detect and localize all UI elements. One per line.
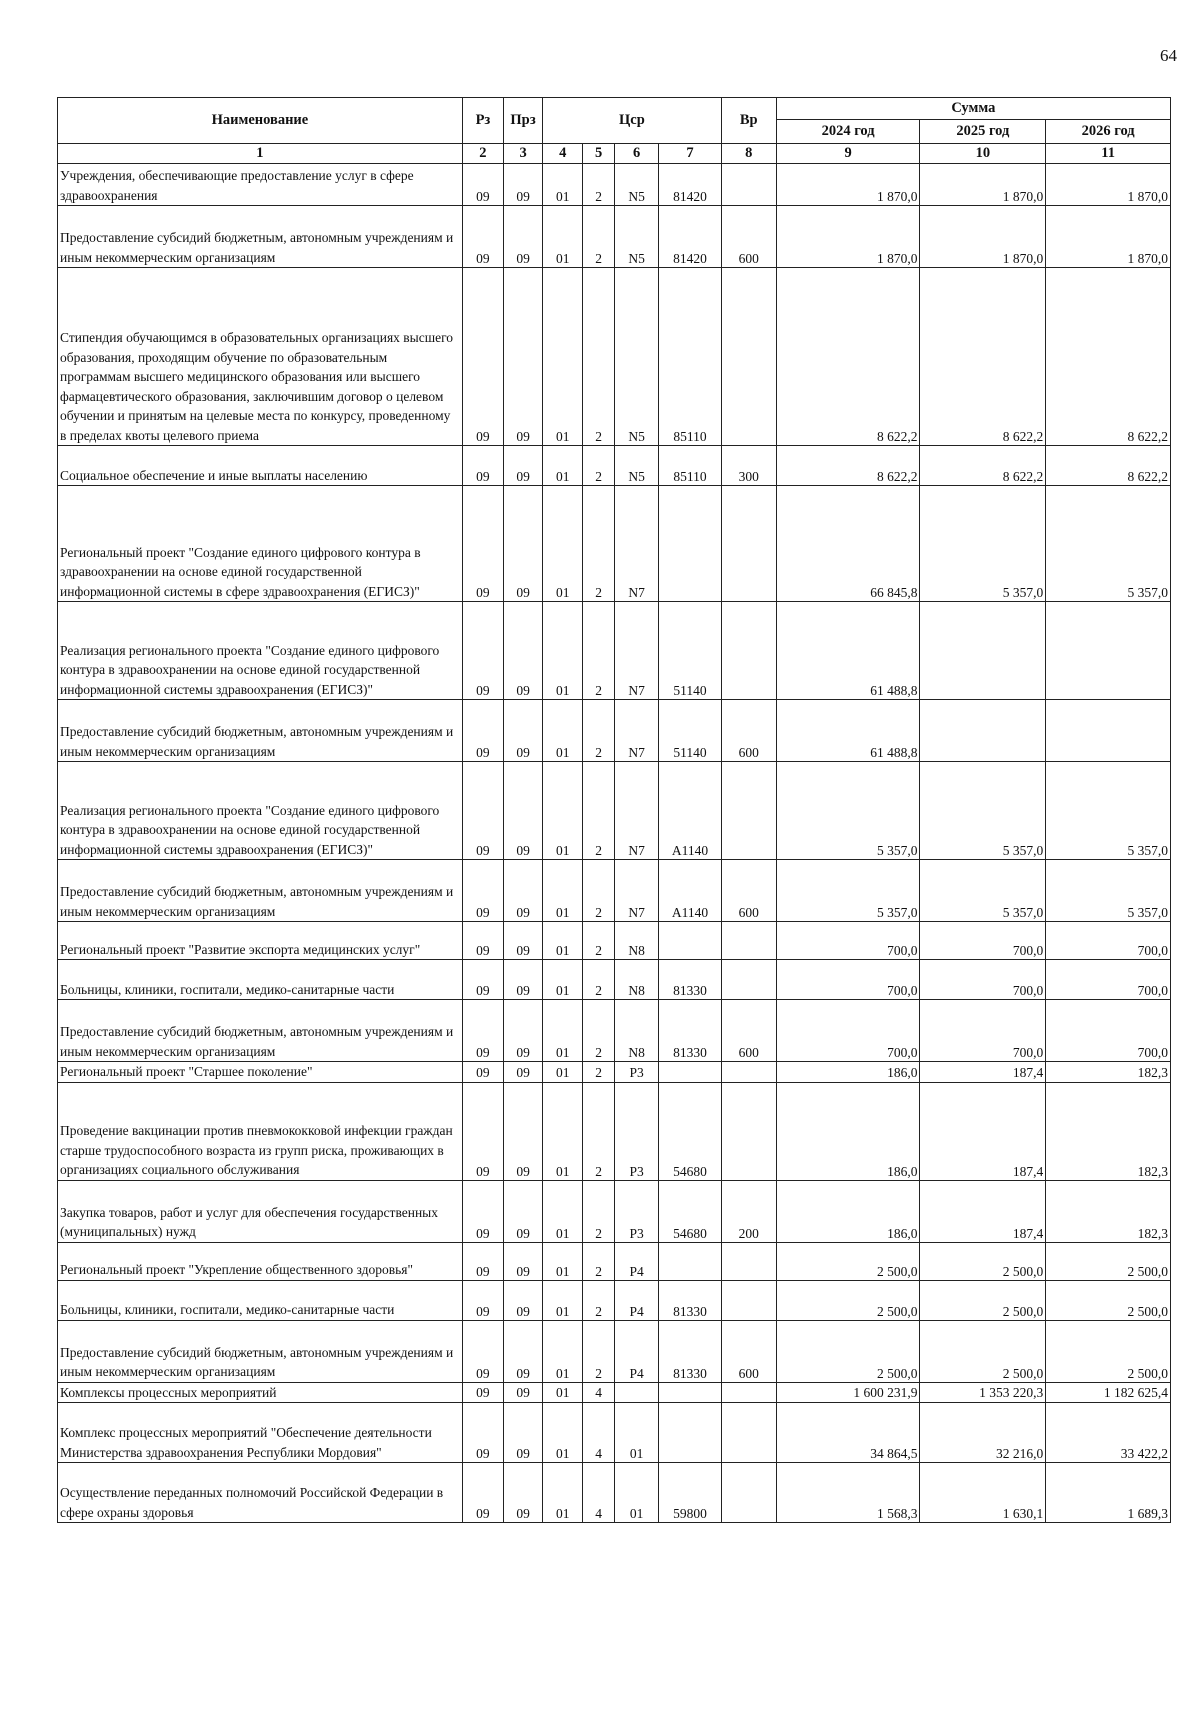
table-row (58, 1463, 1171, 1523)
row-prz: 09 (504, 960, 543, 1000)
table-row (58, 922, 1171, 960)
row-prz: 09 (504, 1403, 543, 1463)
row-csr-direction: 51140 (659, 700, 721, 762)
row-csr-project: P3 (614, 1062, 658, 1083)
row-csr-program: 01 (543, 700, 583, 762)
row-prz: 09 (504, 1000, 543, 1062)
row-rz: 09 (462, 922, 503, 960)
row-sum-2025: 700,0 (920, 960, 1046, 1000)
row-sum-2026: 1 870,0 (1046, 164, 1171, 206)
row-sum-2025: 700,0 (920, 1000, 1046, 1062)
header-csr: Цср (543, 98, 722, 144)
row-sum-2026: 182,3 (1046, 1062, 1171, 1083)
row-csr-program: 01 (543, 1082, 583, 1180)
row-csr-direction: 81330 (659, 1000, 721, 1062)
table-row (58, 1280, 1171, 1320)
col-number: 7 (659, 144, 721, 164)
table-row (58, 1403, 1171, 1463)
row-name: Больницы, клиники, госпитали, медико-санитарные части (58, 960, 463, 1000)
row-prz: 09 (504, 1280, 543, 1320)
row-prz: 09 (504, 700, 543, 762)
row-vr (721, 602, 776, 700)
row-sum-2025: 2 500,0 (920, 1320, 1046, 1382)
col-number: 4 (543, 144, 583, 164)
row-sum-2024: 700,0 (776, 960, 920, 1000)
row-sum-2024: 8 622,2 (776, 268, 920, 446)
row-csr-program: 01 (543, 1180, 583, 1242)
row-rz: 09 (462, 1280, 503, 1320)
row-csr-type: 2 (583, 960, 615, 1000)
row-csr-direction: 81420 (659, 164, 721, 206)
row-csr-program: 01 (543, 206, 583, 268)
table-row (58, 1382, 1171, 1403)
row-sum-2025: 2 500,0 (920, 1242, 1046, 1280)
col-number: 9 (776, 144, 920, 164)
row-prz: 09 (504, 268, 543, 446)
row-csr-program: 01 (543, 486, 583, 602)
row-sum-2026: 5 357,0 (1046, 486, 1171, 602)
row-csr-type: 2 (583, 486, 615, 602)
row-csr-project: N8 (614, 1000, 658, 1062)
row-csr-project: 01 (614, 1463, 658, 1523)
col-number: 1 (58, 144, 463, 164)
row-csr-direction: 81420 (659, 206, 721, 268)
row-csr-program: 01 (543, 1000, 583, 1062)
row-sum-2024: 1 870,0 (776, 206, 920, 268)
row-sum-2026 (1046, 602, 1171, 700)
row-csr-type: 2 (583, 1082, 615, 1180)
row-vr (721, 922, 776, 960)
row-csr-program: 01 (543, 1403, 583, 1463)
row-csr-direction (659, 486, 721, 602)
table-row (58, 268, 1171, 446)
row-sum-2024: 5 357,0 (776, 762, 920, 860)
row-sum-2025: 32 216,0 (920, 1403, 1046, 1463)
row-name: Проведение вакцинации против пневмококковой инфекции граждан старше трудоспособного возраста из групп риска, проживающих в организациях социального обслуживания (58, 1082, 463, 1180)
row-name: Учреждения, обеспечивающие предоставление услуг в сфере здравоохранения (58, 164, 463, 206)
row-name: Социальное обеспечение и иные выплаты населению (58, 446, 463, 486)
row-sum-2024: 1 600 231,9 (776, 1382, 920, 1403)
row-prz: 09 (504, 1463, 543, 1523)
row-csr-type: 2 (583, 700, 615, 762)
row-sum-2026: 700,0 (1046, 922, 1171, 960)
row-rz: 09 (462, 1082, 503, 1180)
col-number: 5 (583, 144, 615, 164)
row-csr-program: 01 (543, 762, 583, 860)
row-name: Комплекс процессных мероприятий "Обеспечение деятельности Министерства здравоохранения Республики Мордовия" (58, 1403, 463, 1463)
row-rz: 09 (462, 486, 503, 602)
row-sum-2024: 8 622,2 (776, 446, 920, 486)
row-csr-type: 2 (583, 762, 615, 860)
row-csr-program: 01 (543, 1382, 583, 1403)
row-rz: 09 (462, 860, 503, 922)
row-name: Предоставление субсидий бюджетным, автономным учреждениям и иным некоммерческим организациям (58, 1000, 463, 1062)
row-vr (721, 1382, 776, 1403)
row-name: Комплексы процессных мероприятий (58, 1382, 463, 1403)
row-csr-project: N7 (614, 762, 658, 860)
row-csr-direction: 54680 (659, 1082, 721, 1180)
row-sum-2026: 182,3 (1046, 1180, 1171, 1242)
row-sum-2026: 1 689,3 (1046, 1463, 1171, 1523)
table-row (58, 164, 1171, 206)
row-sum-2024: 700,0 (776, 1000, 920, 1062)
col-number: 3 (504, 144, 543, 164)
row-prz: 09 (504, 164, 543, 206)
col-number: 2 (462, 144, 503, 164)
row-csr-direction (659, 1403, 721, 1463)
table-row (58, 860, 1171, 922)
row-sum-2024: 61 488,8 (776, 602, 920, 700)
row-name: Предоставление субсидий бюджетным, автономным учреждениям и иным некоммерческим организациям (58, 860, 463, 922)
row-csr-program: 01 (543, 1320, 583, 1382)
row-csr-type: 2 (583, 446, 615, 486)
header-prz: Прз (504, 98, 543, 144)
row-csr-project: P3 (614, 1180, 658, 1242)
row-csr-type: 2 (583, 164, 615, 206)
row-csr-project: N7 (614, 700, 658, 762)
row-rz: 09 (462, 1382, 503, 1403)
row-vr (721, 1062, 776, 1083)
row-prz: 09 (504, 446, 543, 486)
row-rz: 09 (462, 1180, 503, 1242)
row-prz: 09 (504, 206, 543, 268)
row-sum-2026: 8 622,2 (1046, 268, 1171, 446)
row-csr-program: 01 (543, 960, 583, 1000)
row-rz: 09 (462, 164, 503, 206)
row-csr-type: 2 (583, 1242, 615, 1280)
row-csr-program: 01 (543, 164, 583, 206)
row-name: Предоставление субсидий бюджетным, автономным учреждениям и иным некоммерческим организациям (58, 206, 463, 268)
row-sum-2024: 66 845,8 (776, 486, 920, 602)
row-prz: 09 (504, 1382, 543, 1403)
row-sum-2026: 700,0 (1046, 960, 1171, 1000)
row-csr-type: 2 (583, 860, 615, 922)
header-vr: Вр (721, 98, 776, 144)
row-sum-2024: 1 568,3 (776, 1463, 920, 1523)
row-csr-direction: 81330 (659, 1320, 721, 1382)
row-csr-project: N5 (614, 164, 658, 206)
row-name: Реализация регионального проекта "Создание единого цифрового контура в здравоохранении на основе единой государственной информационной системы здравоохранения (ЕГИСЗ)" (58, 762, 463, 860)
row-sum-2025: 1 630,1 (920, 1463, 1046, 1523)
row-sum-2025: 5 357,0 (920, 762, 1046, 860)
row-sum-2025: 1 870,0 (920, 164, 1046, 206)
row-vr (721, 1280, 776, 1320)
table-row (58, 1000, 1171, 1062)
row-vr: 600 (721, 1320, 776, 1382)
row-name: Осуществление переданных полномочий Российской Федерации в сфере охраны здоровья (58, 1463, 463, 1523)
column-numbers-row (58, 144, 1171, 164)
row-sum-2025: 8 622,2 (920, 446, 1046, 486)
row-name: Предоставление субсидий бюджетным, автономным учреждениям и иным некоммерческим организациям (58, 1320, 463, 1382)
row-vr: 600 (721, 700, 776, 762)
row-name: Региональный проект "Старшее поколение" (58, 1062, 463, 1083)
row-csr-direction: 85110 (659, 268, 721, 446)
row-csr-project: N7 (614, 602, 658, 700)
row-prz: 09 (504, 1180, 543, 1242)
header-name: Наименование (58, 98, 463, 144)
row-rz: 09 (462, 1463, 503, 1523)
row-prz: 09 (504, 486, 543, 602)
row-sum-2025 (920, 602, 1046, 700)
row-csr-type: 2 (583, 602, 615, 700)
row-prz: 09 (504, 1242, 543, 1280)
table-row (58, 1242, 1171, 1280)
row-csr-direction: 85110 (659, 446, 721, 486)
row-sum-2024: 186,0 (776, 1082, 920, 1180)
row-name: Региональный проект "Создание единого цифрового контура в здравоохранении на основе единой государственной информационной системы в сфере здравоохранения (ЕГИСЗ)" (58, 486, 463, 602)
row-csr-direction (659, 922, 721, 960)
row-vr (721, 1082, 776, 1180)
row-csr-project: N5 (614, 268, 658, 446)
row-sum-2025: 700,0 (920, 922, 1046, 960)
table-row (58, 206, 1171, 268)
row-sum-2026: 8 622,2 (1046, 446, 1171, 486)
budget-table (57, 97, 1171, 1523)
row-csr-type: 2 (583, 1062, 615, 1083)
row-vr: 200 (721, 1180, 776, 1242)
col-number: 8 (721, 144, 776, 164)
row-vr: 600 (721, 860, 776, 922)
row-vr (721, 1242, 776, 1280)
row-rz: 09 (462, 960, 503, 1000)
row-rz: 09 (462, 268, 503, 446)
row-rz: 09 (462, 762, 503, 860)
row-sum-2025 (920, 700, 1046, 762)
row-vr (721, 486, 776, 602)
table-row (58, 700, 1171, 762)
table-row (58, 446, 1171, 486)
col-number: 6 (614, 144, 658, 164)
table-row (58, 960, 1171, 1000)
row-sum-2026: 2 500,0 (1046, 1242, 1171, 1280)
row-vr (721, 1463, 776, 1523)
row-name: Реализация регионального проекта "Создание единого цифрового контура в здравоохранении на основе единой государственной информационной системы здравоохранения (ЕГИСЗ)" (58, 602, 463, 700)
header-rz: Рз (462, 98, 503, 144)
table-row (58, 762, 1171, 860)
row-sum-2026: 700,0 (1046, 1000, 1171, 1062)
page-number: 64 (1160, 46, 1177, 65)
row-sum-2025: 8 622,2 (920, 268, 1046, 446)
header-sum: Сумма (776, 98, 1170, 120)
row-csr-program: 01 (543, 1242, 583, 1280)
row-sum-2024: 2 500,0 (776, 1320, 920, 1382)
row-sum-2024: 186,0 (776, 1062, 920, 1083)
row-sum-2026 (1046, 700, 1171, 762)
row-rz: 09 (462, 602, 503, 700)
row-sum-2026: 182,3 (1046, 1082, 1171, 1180)
row-rz: 09 (462, 1320, 503, 1382)
row-csr-direction: 59800 (659, 1463, 721, 1523)
col-number: 10 (920, 144, 1046, 164)
row-name: Стипендия обучающимся в образовательных организациях высшего образования, проходящим обучение по образовательным программам высшего медицинского образования или высшего фармацевтического образования, заключившим договор о целевом обучении и принятым на целевые места по конкурсу, проведенному в пределах квоты целевого приема (58, 268, 463, 446)
row-csr-program: 01 (543, 860, 583, 922)
row-sum-2025: 5 357,0 (920, 860, 1046, 922)
row-csr-project: P4 (614, 1242, 658, 1280)
table-row (58, 1062, 1171, 1083)
row-vr (721, 164, 776, 206)
row-csr-type: 2 (583, 268, 615, 446)
row-prz: 09 (504, 762, 543, 860)
row-csr-type: 2 (583, 922, 615, 960)
row-csr-type: 4 (583, 1463, 615, 1523)
row-sum-2026: 33 422,2 (1046, 1403, 1171, 1463)
table-row (58, 1082, 1171, 1180)
row-csr-direction: А1140 (659, 762, 721, 860)
row-csr-project (614, 1382, 658, 1403)
table-row (58, 486, 1171, 602)
row-sum-2026: 5 357,0 (1046, 860, 1171, 922)
table-row (58, 1180, 1171, 1242)
row-rz: 09 (462, 206, 503, 268)
row-rz: 09 (462, 446, 503, 486)
row-csr-type: 2 (583, 1280, 615, 1320)
row-csr-program: 01 (543, 1280, 583, 1320)
row-csr-program: 01 (543, 602, 583, 700)
row-sum-2025: 1 870,0 (920, 206, 1046, 268)
row-prz: 09 (504, 922, 543, 960)
header-2024: 2024 год (776, 120, 920, 144)
table-row (58, 1320, 1171, 1382)
row-rz: 09 (462, 1242, 503, 1280)
row-csr-project: P4 (614, 1280, 658, 1320)
row-name: Региональный проект "Укрепление общественного здоровья" (58, 1242, 463, 1280)
row-vr (721, 1403, 776, 1463)
row-csr-project: N5 (614, 446, 658, 486)
row-prz: 09 (504, 1062, 543, 1083)
row-csr-direction: 51140 (659, 602, 721, 700)
row-sum-2025: 187,4 (920, 1180, 1046, 1242)
row-csr-program: 01 (543, 1062, 583, 1083)
row-csr-direction (659, 1382, 721, 1403)
row-csr-type: 2 (583, 1180, 615, 1242)
row-csr-direction: А1140 (659, 860, 721, 922)
row-sum-2024: 2 500,0 (776, 1280, 920, 1320)
row-name: Закупка товаров, работ и услуг для обеспечения государственных (муниципальных) нужд (58, 1180, 463, 1242)
row-csr-program: 01 (543, 922, 583, 960)
row-sum-2024: 61 488,8 (776, 700, 920, 762)
row-vr (721, 762, 776, 860)
row-csr-program: 01 (543, 268, 583, 446)
row-csr-direction: 81330 (659, 1280, 721, 1320)
row-vr: 600 (721, 206, 776, 268)
row-csr-direction: 54680 (659, 1180, 721, 1242)
col-number: 11 (1046, 144, 1171, 164)
table-row (58, 602, 1171, 700)
row-sum-2026: 2 500,0 (1046, 1280, 1171, 1320)
row-csr-project: N5 (614, 206, 658, 268)
row-prz: 09 (504, 1320, 543, 1382)
row-name: Предоставление субсидий бюджетным, автономным учреждениям и иным некоммерческим организациям (58, 700, 463, 762)
header-2025: 2025 год (920, 120, 1046, 144)
row-csr-type: 2 (583, 1320, 615, 1382)
row-csr-project: N8 (614, 960, 658, 1000)
row-vr (721, 268, 776, 446)
row-rz: 09 (462, 1062, 503, 1083)
row-csr-direction (659, 1062, 721, 1083)
row-csr-project: P3 (614, 1082, 658, 1180)
row-csr-project: 01 (614, 1403, 658, 1463)
row-csr-type: 2 (583, 1000, 615, 1062)
row-csr-type: 4 (583, 1403, 615, 1463)
row-csr-project: N8 (614, 922, 658, 960)
row-sum-2024: 34 864,5 (776, 1403, 920, 1463)
row-csr-type: 2 (583, 206, 615, 268)
row-prz: 09 (504, 860, 543, 922)
row-vr: 300 (721, 446, 776, 486)
row-rz: 09 (462, 700, 503, 762)
row-sum-2025: 2 500,0 (920, 1280, 1046, 1320)
row-csr-project: P4 (614, 1320, 658, 1382)
row-sum-2026: 1 870,0 (1046, 206, 1171, 268)
row-sum-2025: 187,4 (920, 1062, 1046, 1083)
row-csr-project: N7 (614, 860, 658, 922)
row-vr: 600 (721, 1000, 776, 1062)
row-csr-program: 01 (543, 446, 583, 486)
row-name: Региональный проект "Развитие экспорта медицинских услуг" (58, 922, 463, 960)
row-sum-2025: 1 353 220,3 (920, 1382, 1046, 1403)
row-sum-2025: 187,4 (920, 1082, 1046, 1180)
row-csr-program: 01 (543, 1463, 583, 1523)
row-csr-type: 4 (583, 1382, 615, 1403)
row-sum-2024: 5 357,0 (776, 860, 920, 922)
row-prz: 09 (504, 602, 543, 700)
row-sum-2024: 2 500,0 (776, 1242, 920, 1280)
row-sum-2026: 1 182 625,4 (1046, 1382, 1171, 1403)
header-2026: 2026 год (1046, 120, 1171, 144)
row-rz: 09 (462, 1403, 503, 1463)
row-prz: 09 (504, 1082, 543, 1180)
row-sum-2024: 186,0 (776, 1180, 920, 1242)
row-sum-2024: 700,0 (776, 922, 920, 960)
row-csr-project: N7 (614, 486, 658, 602)
row-sum-2026: 2 500,0 (1046, 1320, 1171, 1382)
row-vr (721, 960, 776, 1000)
row-csr-direction (659, 1242, 721, 1280)
row-sum-2025: 5 357,0 (920, 486, 1046, 602)
row-rz: 09 (462, 1000, 503, 1062)
row-sum-2026: 5 357,0 (1046, 762, 1171, 860)
row-sum-2024: 1 870,0 (776, 164, 920, 206)
row-name: Больницы, клиники, госпитали, медико-санитарные части (58, 1280, 463, 1320)
row-csr-direction: 81330 (659, 960, 721, 1000)
